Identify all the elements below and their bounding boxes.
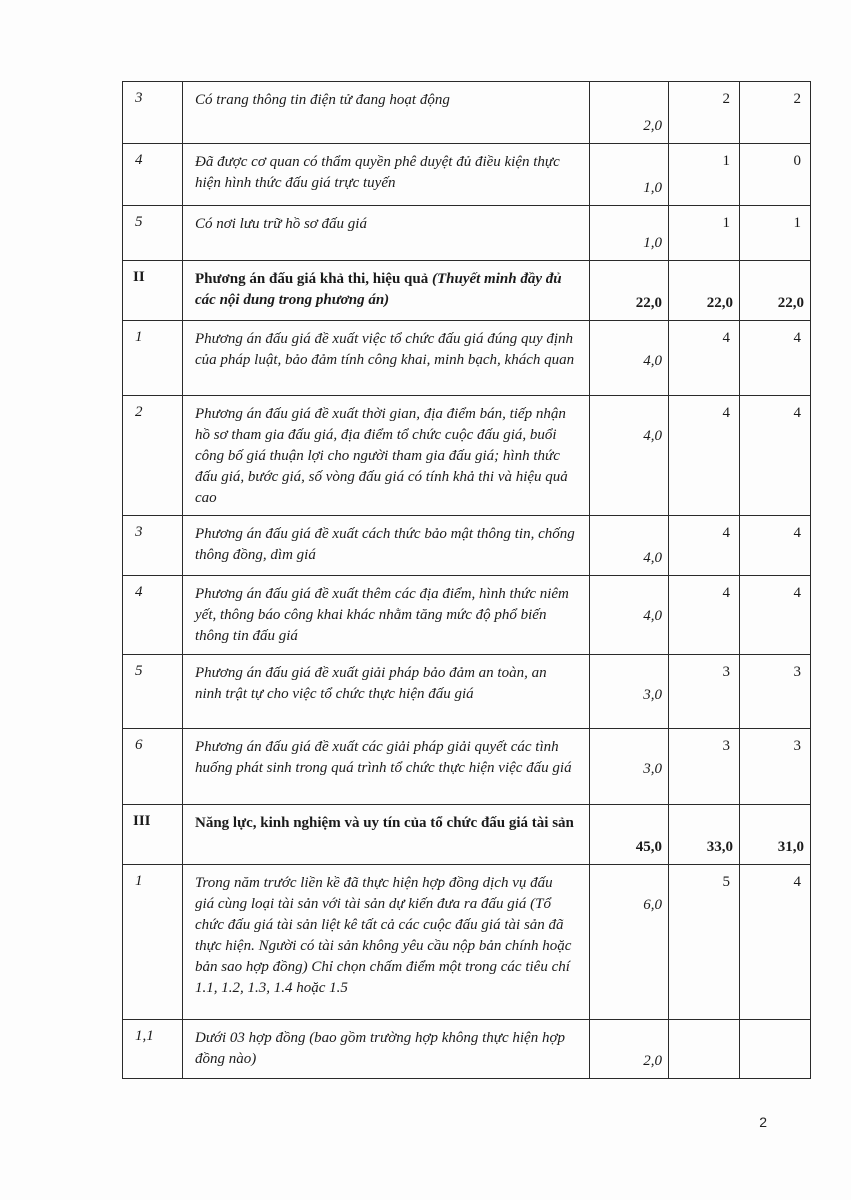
table-row bbox=[123, 396, 811, 516]
score-a: 1 bbox=[722, 153, 730, 169]
score-a: 4 bbox=[722, 405, 730, 421]
row-number: 4 bbox=[123, 144, 183, 206]
max-score: 22,0 bbox=[635, 295, 662, 311]
section-title: Năng lực, kinh nghiệm và uy tín của tổ chức đấu giá tài sản bbox=[183, 805, 590, 865]
criteria-text: Trong năm trước liền kề đã thực hiện hợp đồng dịch vụ đấu giá cùng loại tài sản với tài sản dự kiến đưa ra đấu giá (Tổ chức đấu giá tài sản liệt kê tất cả các cuộc đấu giá tài sản đã thực hiện. Người có tài sản không yêu cầu nộp bản chính hoặc bản sao hợp đồng) Chỉ chọn chấm điểm một trong các tiêu chí 1.1, 1.2, 1.3, 1.4 hoặc 1.5 bbox=[183, 865, 590, 1020]
table-row bbox=[123, 655, 811, 729]
score-b: 4 bbox=[793, 585, 801, 601]
max-score-cell bbox=[590, 321, 669, 396]
criteria-text: Có nơi lưu trữ hồ sơ đấu giá bbox=[183, 206, 590, 261]
score-b: 4 bbox=[793, 525, 801, 541]
score-b-cell bbox=[740, 206, 811, 261]
score-a-cell bbox=[669, 144, 740, 206]
section-title-text: Phương án đấu giá khả thi, hiệu quả bbox=[195, 271, 429, 287]
row-number: 3 bbox=[123, 82, 183, 144]
row-number: 4 bbox=[123, 576, 183, 655]
max-score: 3,0 bbox=[643, 687, 662, 703]
score-b: 0 bbox=[793, 153, 801, 169]
section-title-note: (Thuyết minh đầy đủ các nội dung trong phương án) bbox=[195, 271, 562, 308]
criteria-text: Phương án đấu giá đề xuất thêm các địa điểm, hình thức niêm yết, thông báo công khai khác nhằm tăng mức độ phổ biến thông tin đấu giá bbox=[183, 576, 590, 655]
score-a-cell bbox=[669, 576, 740, 655]
criteria-text: Phương án đấu giá đề xuất giải pháp bảo đảm an toàn, an ninh trật tự cho việc tổ chức thực hiện đấu giá bbox=[183, 655, 590, 729]
row-number: 1 bbox=[123, 865, 183, 1020]
score-b-cell bbox=[740, 516, 811, 576]
criteria-text: Phương án đấu giá đề xuất việc tổ chức đấu giá đúng quy định của pháp luật, bảo đảm tính công khai, minh bạch, khách quan bbox=[183, 321, 590, 396]
max-score: 4,0 bbox=[643, 550, 662, 566]
score-b-cell bbox=[740, 576, 811, 655]
max-score: 4,0 bbox=[643, 353, 662, 369]
row-number: 2 bbox=[123, 396, 183, 516]
section-row bbox=[123, 805, 811, 865]
max-score-cell bbox=[590, 396, 669, 516]
criteria-text: Đã được cơ quan có thẩm quyền phê duyệt đủ điều kiện thực hiện hình thức đấu giá trực tuyến bbox=[183, 144, 590, 206]
section-title bbox=[183, 261, 590, 321]
max-score-cell bbox=[590, 82, 669, 144]
max-score-cell bbox=[590, 655, 669, 729]
score-a bbox=[669, 1020, 739, 1029]
max-score: 1,0 bbox=[643, 235, 662, 251]
max-score: 2,0 bbox=[643, 1053, 662, 1069]
score-a: 33,0 bbox=[706, 839, 733, 855]
score-a: 4 bbox=[722, 330, 730, 346]
score-a: 3 bbox=[722, 664, 730, 680]
max-score-cell bbox=[590, 1020, 669, 1079]
score-a-cell bbox=[669, 321, 740, 396]
score-a: 4 bbox=[722, 525, 730, 541]
score-a-cell bbox=[669, 396, 740, 516]
score-b-cell bbox=[740, 865, 811, 1020]
score-a: 3 bbox=[722, 738, 730, 754]
row-number: 1 bbox=[123, 321, 183, 396]
table-row bbox=[123, 206, 811, 261]
score-a-cell bbox=[669, 805, 740, 865]
criteria-text: Phương án đấu giá đề xuất cách thức bảo mật thông tin, chống thông đồng, dìm giá bbox=[183, 516, 590, 576]
table-row bbox=[123, 321, 811, 396]
max-score-cell bbox=[590, 576, 669, 655]
section-row bbox=[123, 261, 811, 321]
score-b-cell bbox=[740, 805, 811, 865]
table-row bbox=[123, 576, 811, 655]
score-b: 31,0 bbox=[777, 839, 804, 855]
score-a-cell bbox=[669, 1020, 740, 1079]
score-a-cell bbox=[669, 729, 740, 805]
score-b: 4 bbox=[793, 874, 801, 890]
max-score-cell bbox=[590, 144, 669, 206]
score-b: 22,0 bbox=[777, 295, 804, 311]
max-score-cell bbox=[590, 729, 669, 805]
scoring-table bbox=[122, 81, 811, 1079]
score-a: 5 bbox=[722, 874, 730, 890]
score-a-cell bbox=[669, 655, 740, 729]
score-b-cell bbox=[740, 655, 811, 729]
max-score-cell bbox=[590, 865, 669, 1020]
section-number: III bbox=[123, 805, 183, 865]
max-score-cell bbox=[590, 805, 669, 865]
section-number: II bbox=[123, 261, 183, 321]
row-number: 1,1 bbox=[123, 1020, 183, 1079]
row-number: 5 bbox=[123, 655, 183, 729]
max-score: 3,0 bbox=[643, 761, 662, 777]
score-a-cell bbox=[669, 865, 740, 1020]
score-b-cell bbox=[740, 729, 811, 805]
max-score: 2,0 bbox=[643, 118, 662, 134]
max-score-cell bbox=[590, 261, 669, 321]
criteria-text: Phương án đấu giá đề xuất các giải pháp giải quyết các tình huống phát sinh trong quá trình tổ chức thực hiện việc đấu giá bbox=[183, 729, 590, 805]
score-a: 1 bbox=[722, 215, 730, 231]
score-a: 2 bbox=[722, 91, 730, 107]
score-b bbox=[740, 1020, 810, 1029]
score-a: 4 bbox=[722, 585, 730, 601]
score-b: 4 bbox=[793, 330, 801, 346]
table-row bbox=[123, 729, 811, 805]
table-row bbox=[123, 516, 811, 576]
table-row bbox=[123, 865, 811, 1020]
score-a-cell bbox=[669, 206, 740, 261]
score-b: 4 bbox=[793, 405, 801, 421]
criteria-text: Phương án đấu giá đề xuất thời gian, địa điểm bán, tiếp nhận hồ sơ tham gia đấu giá, địa điểm tổ chức cuộc đấu giá, buổi công bố giá thuận lợi cho người tham gia đấu giá; hình thức đấu giá, bước giá, số vòng đấu giá có tính khả thi và hiệu quả cao bbox=[183, 396, 590, 516]
max-score: 1,0 bbox=[643, 180, 662, 196]
criteria-text: Có trang thông tin điện tử đang hoạt động bbox=[183, 82, 590, 144]
score-b-cell bbox=[740, 261, 811, 321]
score-a-cell bbox=[669, 82, 740, 144]
score-b-cell bbox=[740, 144, 811, 206]
max-score: 6,0 bbox=[643, 897, 662, 913]
max-score: 45,0 bbox=[635, 839, 662, 855]
score-a-cell bbox=[669, 516, 740, 576]
score-b: 2 bbox=[793, 91, 801, 107]
score-b-cell bbox=[740, 396, 811, 516]
row-number: 6 bbox=[123, 729, 183, 805]
max-score: 4,0 bbox=[643, 608, 662, 624]
page-number: 2 bbox=[759, 1114, 767, 1130]
score-a-cell bbox=[669, 261, 740, 321]
score-b: 3 bbox=[793, 738, 801, 754]
score-b-cell bbox=[740, 1020, 811, 1079]
score-b-cell bbox=[740, 82, 811, 144]
score-b: 1 bbox=[793, 215, 801, 231]
score-b-cell bbox=[740, 321, 811, 396]
max-score-cell bbox=[590, 206, 669, 261]
score-a: 22,0 bbox=[706, 295, 733, 311]
table-row bbox=[123, 144, 811, 206]
table-row bbox=[123, 1020, 811, 1079]
row-number: 3 bbox=[123, 516, 183, 576]
max-score: 4,0 bbox=[643, 428, 662, 444]
score-b: 3 bbox=[793, 664, 801, 680]
row-number: 5 bbox=[123, 206, 183, 261]
table-row bbox=[123, 82, 811, 144]
criteria-text: Dưới 03 hợp đồng (bao gồm trường hợp không thực hiện hợp đồng nào) bbox=[183, 1020, 590, 1079]
max-score-cell bbox=[590, 516, 669, 576]
